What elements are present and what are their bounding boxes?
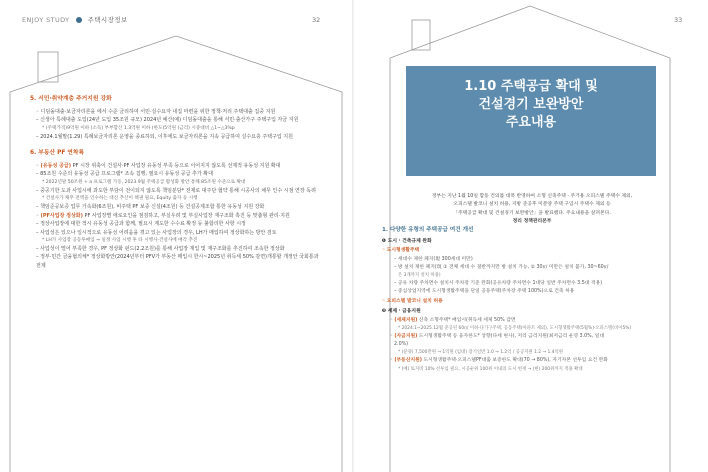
intro-line-2: 오피스텔 발코니 설치 허용, 지방 준공후 미분양 주택 구입시 주택수 제외 등: [453, 202, 611, 208]
fund-tag: (자금지원): [394, 333, 418, 339]
page-number-left: 32: [312, 16, 321, 24]
tax-note: * 2024.1~2025.12월 준공된 60㎡ 이하·다가구주택, 공동주택(아파트 제외), 도시형생활주택(5월%)·오피스텔(비이5%): [398, 326, 632, 331]
bullet: ◦: [390, 358, 395, 364]
bullet: ◦: [36, 212, 41, 219]
sec6-para-5-text: PF 사업장별 애로요인을 점검하고, 부실우려 및 부실사업장 재구조화 촉진 등 맞춤형 관리·지원: [82, 212, 290, 219]
page-number-right: 33: [674, 16, 683, 24]
normalization-tag: (PF사업장 정상화): [40, 212, 83, 219]
intro-line-1: 정부는 지난 1월 10일 합동 건의를 대폭 반영하여 소형 신축주택 · 주거용 오피스텔 주택수 제외,: [431, 194, 633, 199]
urban-housing-label: ◦ 도시형생활주택: [382, 248, 420, 254]
urban-item-1: – 세대수 제한 폐지(現 300세대 미만): [394, 256, 473, 262]
sec6-para-1-text: PF 시장 위축이 건설사·PF 사업장 유동성 부족 등으로 이어지지 않도록 선제적 유동성 지원 확대: [71, 162, 281, 169]
article-author: 정리 정책관리본부: [512, 219, 552, 225]
article-intro: [402, 193, 662, 227]
sec6-para-2: – 85조원 수준의 유동성 공급 프로그램* 조속 집행, 필요시 유동성 공급 추가 확대: [36, 171, 213, 178]
section-1-title: 1. 다양한 유형의 주택공급 여건 개선: [382, 227, 474, 233]
fund-text-cont: 2.0%): [394, 342, 409, 348]
article-title: [406, 78, 656, 132]
fund-note: * (분양) 7,500만원 → 1억원 (임대) 장기일반 1.0 → 1.2억 / 공공지원 1.2 → 1.4억원: [398, 350, 563, 356]
section-6-title: 6. 부동산 PF 연착륙: [30, 150, 85, 157]
sec5-para-2: – 신생아 특례대출 도입(24년 도입 35조원 규모) 2024년 예산(예) 디딤돌대출을 통해 서민·출산가구 주택구입 자금 지원: [36, 117, 299, 124]
sec6-note-2: * 건설사가 채무 전액을 인수하는 대신 추산이 책권 필요, Equity 출자 등 시행: [42, 196, 198, 202]
tax-support: [382, 317, 674, 325]
urban-item-3: – 공유 차량 주차면수 설치시 주차장 기준 완화(공유차량 주차면수 1대당 일반 주차면수 3.5대 적용): [394, 281, 603, 287]
bullet: ◦: [390, 317, 395, 323]
bullet: ◦: [36, 162, 41, 169]
pf-text: 도시형생활주택·오피스텔PF대출 보증한도 확대(70 → 80%), 자기자본 선투입 요건 완화: [421, 358, 608, 364]
sec6-para-8: – 사업성이 떨어 부족한 경우, PF 정상화 펀드(2.2조원)를 통해 사업장 재입 및 재구조화를 추진하여 조속한 정상화: [36, 245, 285, 252]
sec6-para-6: – 정상사업장에 대한 적시 유동성 공급과 함께, 필요시 계도한 수수료 확정 등 불합리한 사항 시정: [36, 221, 246, 228]
sec6-note-3: * LH가 사업장 공동투매입 → 일정 사업 시행 후 타 시행사·건설사에 매각 추진: [42, 238, 198, 244]
tax-tag: (세제지원): [394, 317, 418, 323]
right-content: [382, 226, 674, 373]
sec6-para-9: – 정부·민간 금융협의체* 정상화방안(2024년부터 PFV가 부동산 매입시 한시~2025년 취득세 50% 감면)개통할 개정안 국회통과 전제: [36, 254, 319, 269]
sec5-para-1: ◦ 디딤돌대출·보금자리론을 에서 수준 금리하여 서민·실수요자 내집 마련을 위한 정책·저리 주택대출 집중 지원: [36, 108, 276, 115]
title-line-1: 1.10 주택공급 확대 및: [464, 79, 598, 94]
sec6-para-3: – 중공기한 도과 사업시에 과도한 부담이 전이되지 않도록 책임분담* 전제로 대주단 협약 통해 시공사의 채무 인수 시점 연장 독려: [36, 187, 316, 194]
sec6-para-4: – 책임준공보증 업무 가속화(6조원), 비주택 PF 보증 신설(4조원) 등 건설공제조합 통한 유동성 지원 강화: [36, 204, 265, 211]
fund-support: [382, 333, 674, 341]
tax-text: 신축 소형주택* 매입시(취득세 세제 50% 감면: [417, 317, 516, 323]
title-line-2: 건설경기 보완방안: [478, 97, 584, 112]
intro-line-3: 「주택공급 확대 및 건설경기 보완방안」을 발표했다. 주요내용을 살펴본다.: [453, 210, 611, 216]
pf-note: * (예) 토지비 10% 선투입 필요, 시공순위 100위 이내의 도시 현재 → (현) 200위까지 적용 확대: [398, 366, 583, 372]
sec5-para-3: – 2024.1월말(1.29) 특례보금자리론 운영을 종료하되, 이후에도 보금자리론을 지속 공급하여 실수요층 주택구입 지원: [36, 133, 293, 140]
sec6-para-1: [30, 162, 320, 171]
title-line-3: 주요내용: [505, 115, 557, 130]
sec6-para-5: [30, 212, 320, 221]
urban-item-4: – 중심상업지역에 도시형생활주택을 단일 공동주택(주차장 주택 100%)으로 건축 허용: [394, 289, 575, 295]
liquidity-tag: (유동성 공급): [40, 162, 72, 169]
officetel-label: ◦ 오피스텔 발코니 설치 허용: [382, 298, 443, 304]
pf-tag: (부동산지원): [394, 358, 422, 364]
study-label: ENJOY STUDY: [22, 15, 70, 24]
section-dot-icon: [76, 17, 82, 23]
subhead-regulation: ❶ 도시 · 건축규제 완화: [382, 238, 432, 244]
section-label: 주택시장정보: [87, 16, 128, 24]
sec6-para-7: – 사업성은 있으나 일시적으로 유동성 어려움을 겪고 있는 사업장의 경우, LH가 매입하여 정상화하는 방안 검토: [36, 229, 277, 236]
sec5-note-1: * (주택가격)9억원 이하 (소득) 부부합산 1.3억원 이하 (한도)5억원 (금리) 시중대비 △1~△3%p: [42, 125, 235, 131]
left-content: [30, 95, 320, 270]
urban-item-2: – 방 설치 제한 폐지(現 ① 전체 세대 수 절반까지만 방 설치 가능, ② 30㎡ 미만은 설치 불가, 30~60㎡: [394, 264, 609, 270]
subhead-tax-finance: ❷ 세제 · 금융지원: [382, 309, 421, 315]
urban-item-2-cont: 은 3개까지 설치 허용): [398, 273, 441, 279]
bullet: ◦: [390, 333, 395, 339]
running-header: [22, 15, 128, 24]
fund-text: 도시형생활주택 등 융자한도* 상향(다세 현사), 저리 금리지원(최저금리 운영 3.0%, 일대: [417, 333, 605, 339]
section-5-title: 5. 서민·취약계층 주거지원 강화: [30, 96, 112, 102]
sec6-note-1: * 2022년말 50조원 + a 프로그램 가동, 2023.9월 주택공급 활성화 방안 통해 85조원 수준으로 확대: [42, 179, 246, 185]
pf-support: [382, 357, 674, 365]
